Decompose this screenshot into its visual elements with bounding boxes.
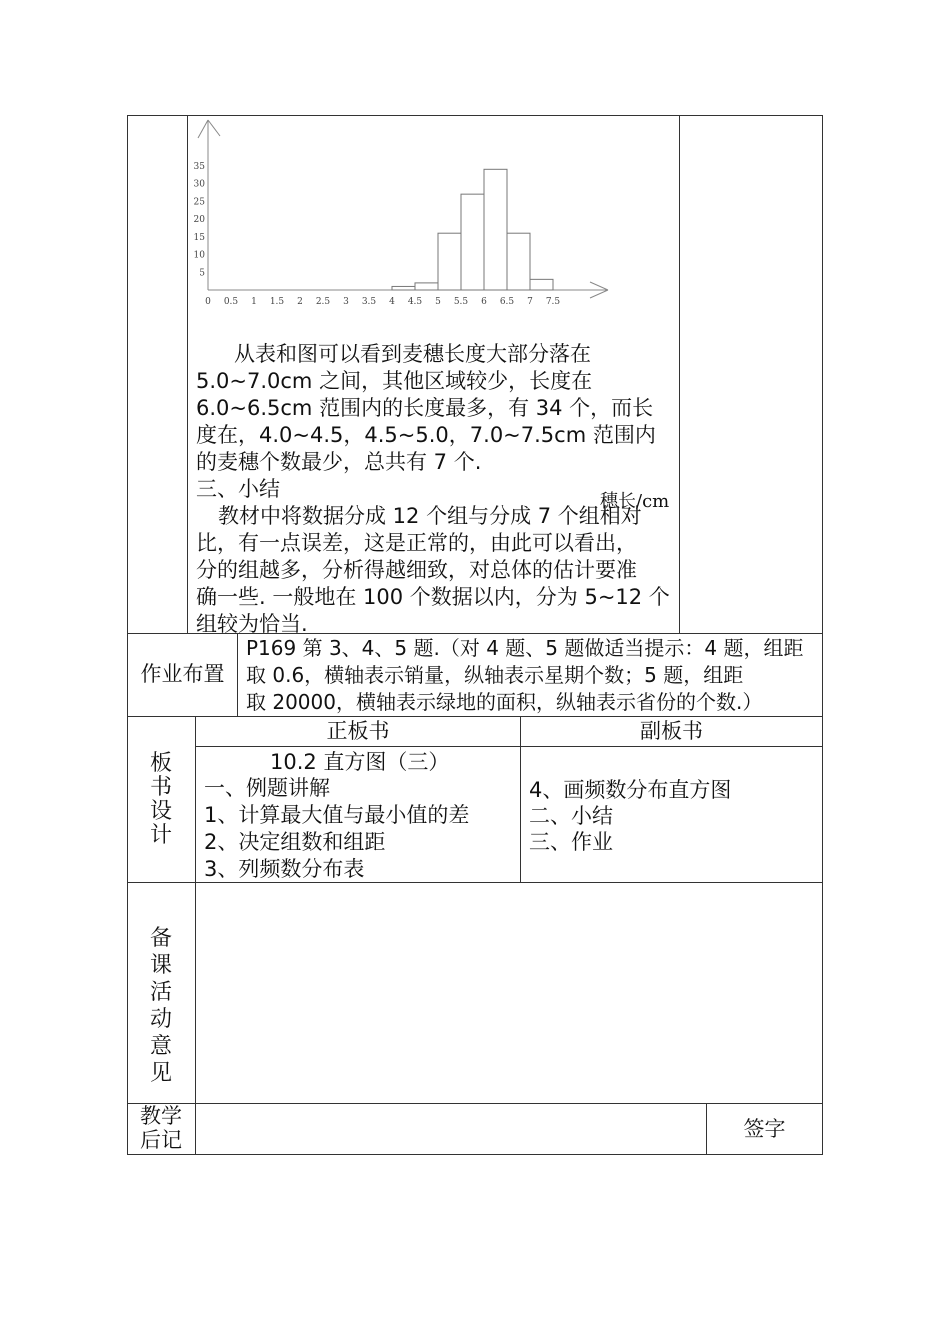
histogram-bar bbox=[438, 233, 461, 290]
prep-label: 备课活动意见 bbox=[149, 926, 172, 1086]
main-board-header: 正板书 bbox=[326, 719, 390, 743]
y-tick-label: 20 bbox=[193, 215, 205, 225]
text-line: 分的组越多，分析得越细致，对总体的估计要准 bbox=[196, 558, 637, 582]
x-tick-label: 0 bbox=[205, 297, 211, 307]
summary-heading: 三、小结 bbox=[196, 477, 280, 501]
x-tick-label: 4 bbox=[389, 297, 395, 307]
x-tick-label: 3 bbox=[343, 297, 349, 307]
histogram-bar bbox=[461, 194, 484, 290]
x-tick-label: 4.5 bbox=[407, 297, 423, 307]
y-tick-label: 10 bbox=[193, 250, 205, 261]
histogram-bar bbox=[507, 233, 530, 290]
x-tick-label: 2.5 bbox=[315, 297, 331, 307]
x-tick-label: 0.5 bbox=[223, 297, 239, 307]
text-line: 5.0~7.0cm 之间，其他区域较少，长度在 bbox=[196, 369, 593, 393]
list-item: 4、画频数分布直方图 bbox=[529, 778, 732, 802]
text-line: 取 0.6，横轴表示销量，纵轴表示星期个数；5 题，组距 bbox=[246, 663, 744, 687]
list-item: 二、小结 bbox=[529, 804, 613, 828]
list-item: 1、计算最大值与最小值的差 bbox=[204, 803, 470, 827]
x-tick-label: 2 bbox=[297, 297, 303, 307]
histogram-bar bbox=[392, 286, 415, 290]
reflection-label: 教学后记 bbox=[140, 1104, 182, 1152]
text-line: P169 第 3、4、5 题.（对 4 题、5 题做适当提示：4 题，组距 bbox=[246, 636, 804, 660]
histogram-bar bbox=[530, 279, 553, 290]
main-board-title: 10.2 直方图（三） bbox=[270, 750, 450, 774]
y-tick-label: 5 bbox=[199, 268, 205, 279]
x-tick-label: 1 bbox=[251, 297, 257, 307]
list-item: 2、决定组数和组距 bbox=[204, 830, 386, 854]
text-line: 度在，4.0~4.5，4.5~5.0，7.0~7.5cm 范围内 bbox=[196, 423, 656, 447]
text-line: 的麦穗个数最少，总共有 7 个. bbox=[196, 450, 482, 474]
x-tick-label: 7.5 bbox=[545, 297, 561, 307]
histogram-bar bbox=[484, 169, 507, 290]
text-line: 从表和图可以看到麦穗长度大部分落在 bbox=[234, 342, 591, 366]
board-label: 板书设计 bbox=[149, 751, 172, 848]
text-line: 组较为恰当. bbox=[196, 612, 308, 636]
sign-label: 签字 bbox=[743, 1117, 786, 1141]
text-line: 确一些. 一般地在 100 个数据以内，分为 5~12 个 bbox=[196, 585, 670, 609]
y-tick-label: 15 bbox=[193, 232, 205, 243]
text-line: 比，有一点误差，这是正常的，由此可以看出， bbox=[196, 531, 637, 555]
x-tick-label: 5.5 bbox=[453, 297, 469, 307]
x-tick-label: 3.5 bbox=[361, 297, 377, 307]
y-tick-label: 25 bbox=[193, 197, 205, 208]
list-item: 3、列频数分布表 bbox=[204, 857, 365, 881]
text-line: 教材中将数据分成 12 个组与分成 7 个组相对 bbox=[218, 504, 642, 528]
histogram-bar bbox=[415, 283, 438, 290]
x-tick-label: 5 bbox=[435, 297, 441, 307]
x-tick-label: 7 bbox=[527, 297, 533, 307]
y-tick-label: 30 bbox=[193, 179, 205, 190]
x-tick-label: 1.5 bbox=[269, 297, 285, 307]
y-tick-label: 35 bbox=[193, 161, 205, 172]
text-line: 取 20000，横轴表示绿地的面积，纵轴表示省份的个数.） bbox=[246, 690, 763, 714]
homework-label: 作业布置 bbox=[140, 662, 225, 686]
side-board-header: 副板书 bbox=[640, 719, 703, 743]
prep-content-area[interactable] bbox=[196, 883, 822, 1103]
list-item: 三、作业 bbox=[529, 830, 613, 854]
x-tick-label: 6 bbox=[481, 297, 487, 307]
x-axis-label: 穗长/cm bbox=[600, 491, 670, 512]
x-tick-label: 6.5 bbox=[499, 297, 515, 307]
list-item: 一、例题讲解 bbox=[204, 776, 330, 800]
text-line: 6.0~6.5cm 范围内的长度最多，有 34 个，而长 bbox=[196, 396, 654, 420]
reflection-content-area[interactable] bbox=[196, 1104, 706, 1154]
